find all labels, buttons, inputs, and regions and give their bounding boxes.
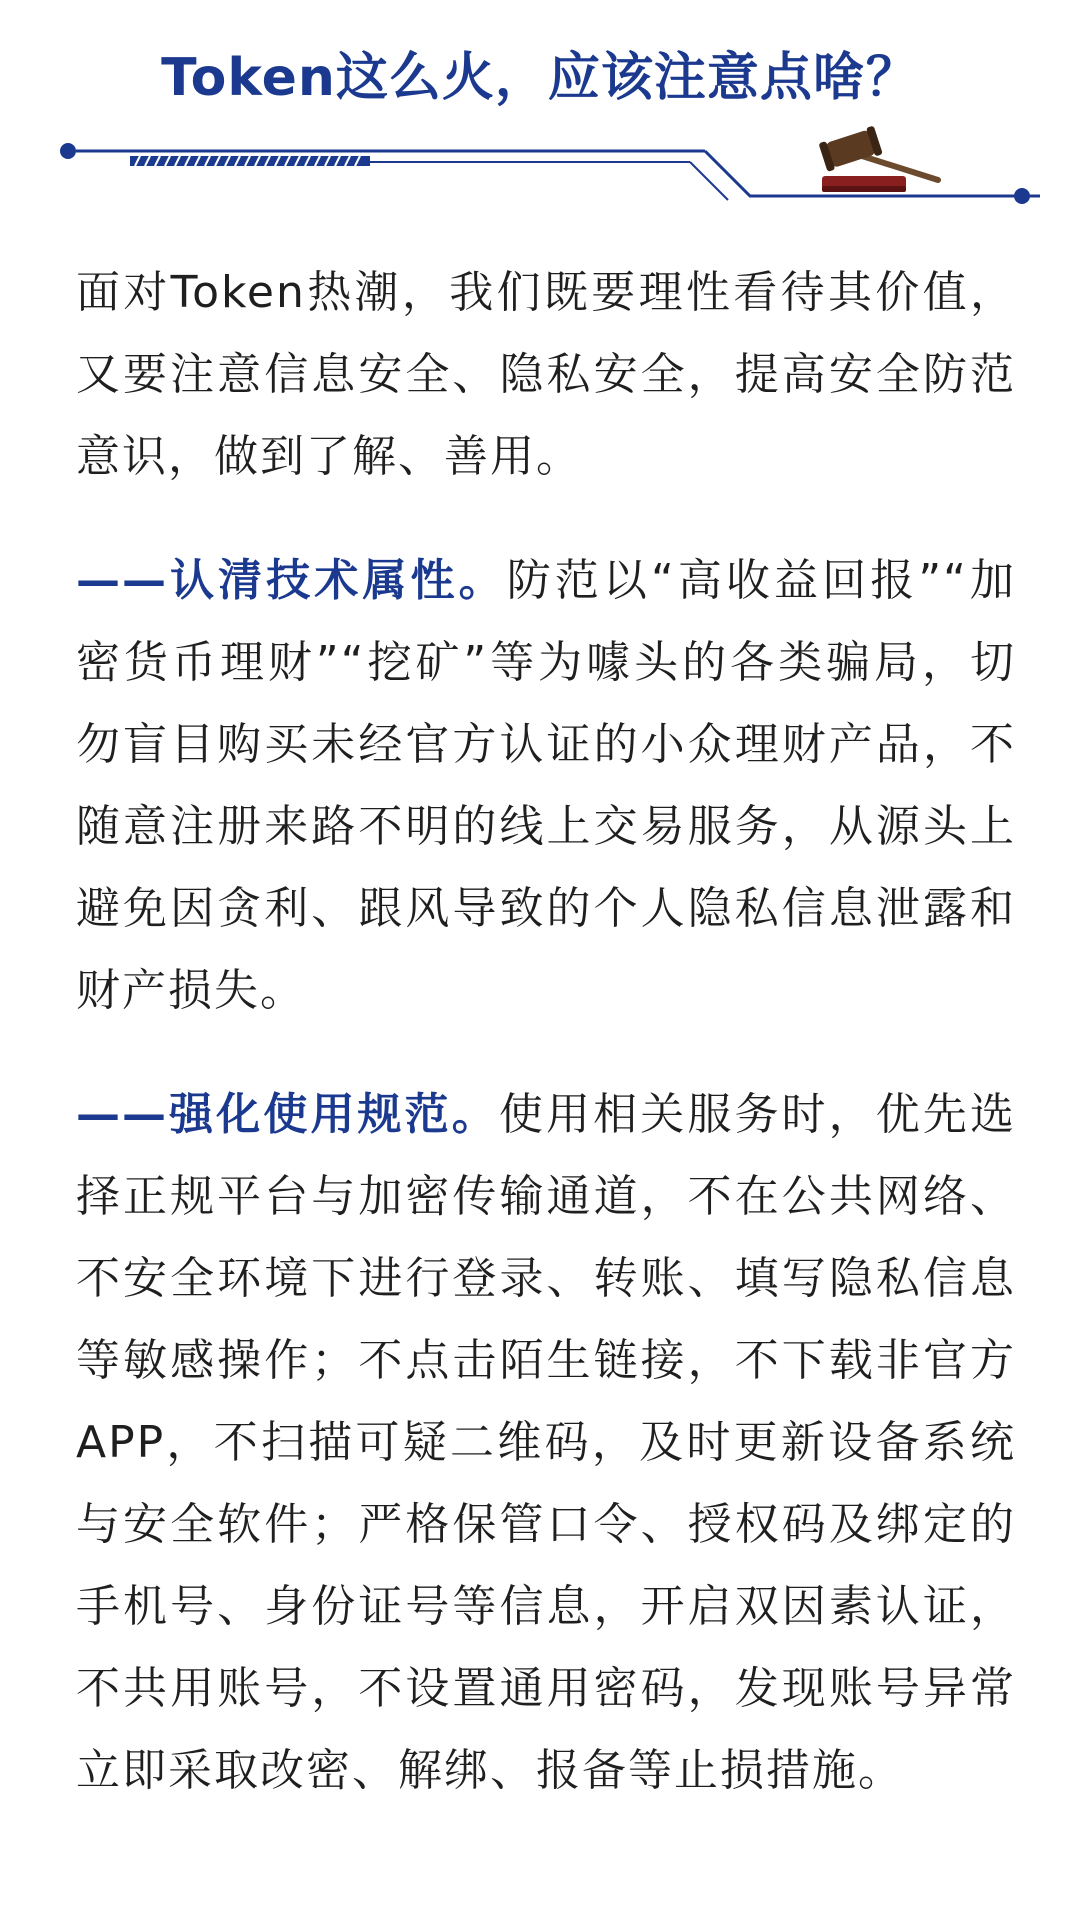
section-heading-usage: ——强化使用规范。 <box>76 1089 499 1140</box>
banner-stripes <box>130 156 370 166</box>
section-text-tech: 防范以“高收益回报”“加密货币理财”“挖矿”等为噱头的各类骗局，切勿盲目购买未经官方认证的小众理财产品，不随意注册来路不明的线上交易服务，从源头上避免因贪利、跟风导致的个人隐私信息泄露和财产损失。 <box>76 555 1016 1016</box>
section-heading-tech: ——认清技术属性。 <box>76 555 507 606</box>
banner-left-dot <box>60 143 76 159</box>
intro-paragraph <box>76 252 1016 498</box>
gavel-icon <box>818 126 938 192</box>
article-body <box>76 252 1016 1854</box>
banner-right-dot <box>1014 188 1030 204</box>
section-paragraph-tech <box>76 540 1016 1032</box>
page-title: Token这么火，应该注意点啥？ <box>161 48 919 108</box>
section-text-usage: 使用相关服务时，优先选择正规平台与加密传输通道，不在公共网络、不安全环境下进行登录、转账、填写隐私信息等敏感操作；不点击陌生链接，不下载非官方APP，不扫描可疑二维码，及时更新设备系统与安全软件；严格保管口令、授权码及绑定的手机号、身份证号等信息，开启双因素认证，不共用账号，不设置通用密码，发现账号异常立即采取改密、解绑、报备等止损措施。 <box>76 1089 1017 1796</box>
title-banner <box>50 118 1040 218</box>
intro-text: 面对Token热潮，我们既要理性看待其价值，又要注意信息安全、隐私安全，提高安全防范意识，做到了解、善用。 <box>76 267 1016 482</box>
section-paragraph-usage <box>76 1074 1016 1812</box>
